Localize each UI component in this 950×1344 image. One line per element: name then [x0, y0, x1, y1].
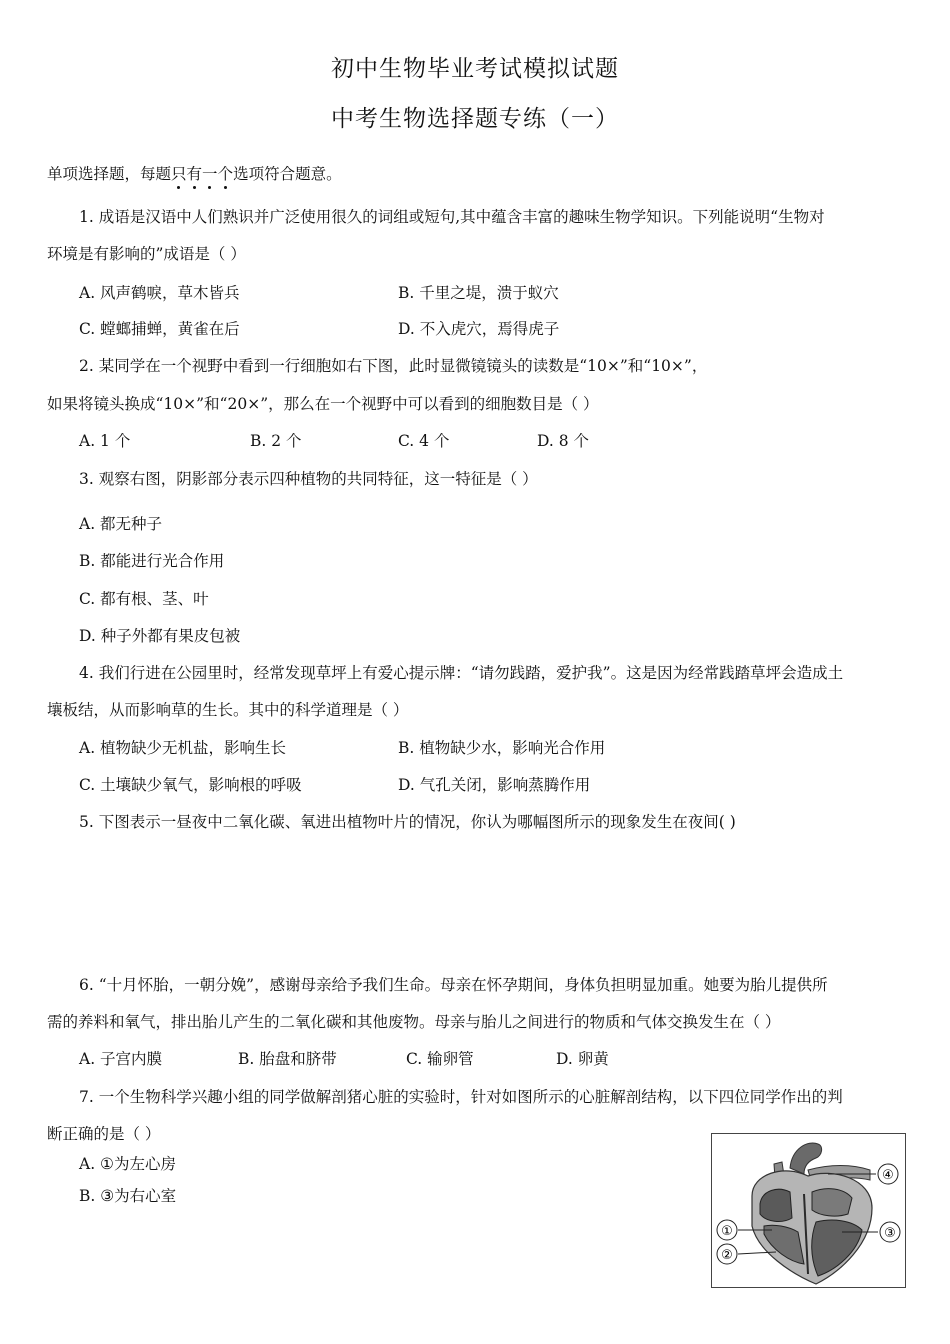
q4-option-c: C. 土壤缺少氧气，影响根的呼吸: [79, 776, 302, 794]
exam-subtitle: 中考生物选择题专练（一）: [331, 106, 619, 132]
q6-option-b: B. 胎盘和脐带: [238, 1050, 337, 1068]
q6-option-d: D. 卵黄: [556, 1050, 609, 1068]
left-atrium: [812, 1189, 852, 1216]
q4-option-a: A. 植物缺少无机盐，影响生长: [79, 739, 287, 757]
q1-stem-line2: 环境是有影响的”成语是（ ）: [47, 245, 246, 263]
q3-stem: 3. 观察右图，阴影部分表示四种植物的共同特征，这一特征是（ ）: [79, 470, 538, 488]
exam-title: 初中生物毕业考试模拟试题: [331, 56, 619, 82]
emphasis-char: 个: [217, 165, 234, 183]
q4-option-b: B. 植物缺少水，影响光合作用: [398, 739, 606, 757]
q1-option-d: D. 不入虎穴，焉得虎子: [398, 320, 560, 338]
q1-stem-line1: 1. 成语是汉语中人们熟识并广泛使用很久的词组或短句,其中蕴含丰富的趣味生物学知识。下列能说明“生物对: [79, 208, 825, 226]
label-4: ④: [882, 1168, 894, 1183]
q1-option-b: B. 千里之堤，溃于蚁穴: [398, 284, 559, 302]
q2-stem-line1: 2. 某同学在一个视野中看到一行细胞如右下图，此时显微镜镜头的读数是“10×”和“10×”，: [79, 357, 708, 375]
emphasis-char: 有: [186, 165, 203, 183]
q2-option-b: B. 2 个: [250, 432, 302, 450]
q6-option-c: C. 输卵管: [406, 1050, 474, 1068]
emphasis-char: 一: [202, 165, 218, 183]
q3-option-c: C. 都有根、茎、叶: [79, 590, 209, 608]
q3-option-a: A. 都无种子: [79, 515, 163, 533]
instruction: [47, 162, 342, 184]
q7-option-b: B. ③为右心室: [79, 1187, 177, 1205]
q7-option-a: A. ①为左心房: [79, 1155, 176, 1173]
q7-stem-line1: 7. 一个生物科学兴趣小组的同学做解剖猪心脏的实验时，针对如图所示的心脏解剖结构，以下四位同学作出的判: [79, 1088, 843, 1106]
q2-option-d: D. 8 个: [537, 432, 590, 450]
q1-option-a: A. 风声鹤唳，草木皆兵: [79, 284, 240, 302]
heart-diagram: [711, 1133, 906, 1288]
emphasis-char: 只: [171, 165, 187, 183]
instruction-after: 选项符合题意。: [233, 165, 342, 183]
q6-stem-line2: 需的养料和氧气，排出胎儿产生的二氧化碳和其他废物。母亲与胎儿之间进行的物质和气体交换发生在（ ）: [47, 1013, 781, 1031]
q6-option-a: A. 子宫内膜: [79, 1050, 163, 1068]
q1-option-c: C. 螳螂捕蝉，黄雀在后: [79, 320, 240, 338]
instruction-before: 单项选择题，每题: [47, 165, 172, 183]
q6-stem-line1: 6. “十月怀胎，一朝分娩”，感谢母亲给予我们生命。母亲在怀孕期间，身体负担明显加重。她要为胎儿提供所: [79, 976, 828, 994]
q4-option-d: D. 气孔关闭，影响蒸腾作用: [398, 776, 591, 794]
right-atrium: [760, 1189, 792, 1221]
q2-option-a: A. 1 个: [79, 432, 131, 450]
q3-option-b: B. 都能进行光合作用: [79, 552, 225, 570]
label-1: ①: [721, 1224, 733, 1239]
q2-option-c: C. 4 个: [398, 432, 450, 450]
q3-option-d: D. 种子外都有果皮包被: [79, 627, 241, 645]
q5-stem: 5. 下图表示一昼夜中二氧化碳、氧进出植物叶片的情况，你认为哪幅图所示的现象发生在夜间( ): [79, 813, 736, 831]
label-2: ②: [721, 1248, 733, 1263]
q2-stem-line2: 如果将镜头换成“10×”和“20×”，那么在一个视野中可以看到的细胞数目是（ ）: [47, 395, 599, 413]
q4-stem-line2: 壤板结，从而影响草的生长。其中的科学道理是（ ）: [47, 701, 409, 719]
heart-illustration: [712, 1134, 905, 1287]
q7-stem-line2: 断正确的是（ ）: [47, 1125, 161, 1143]
label-3: ③: [884, 1226, 896, 1241]
q4-stem-line1: 4. 我们行进在公园里时，经常发现草坪上有爱心提示牌：“请勿践踏，爱护我”。这是因为经常践踏草坪会造成土: [79, 664, 844, 682]
